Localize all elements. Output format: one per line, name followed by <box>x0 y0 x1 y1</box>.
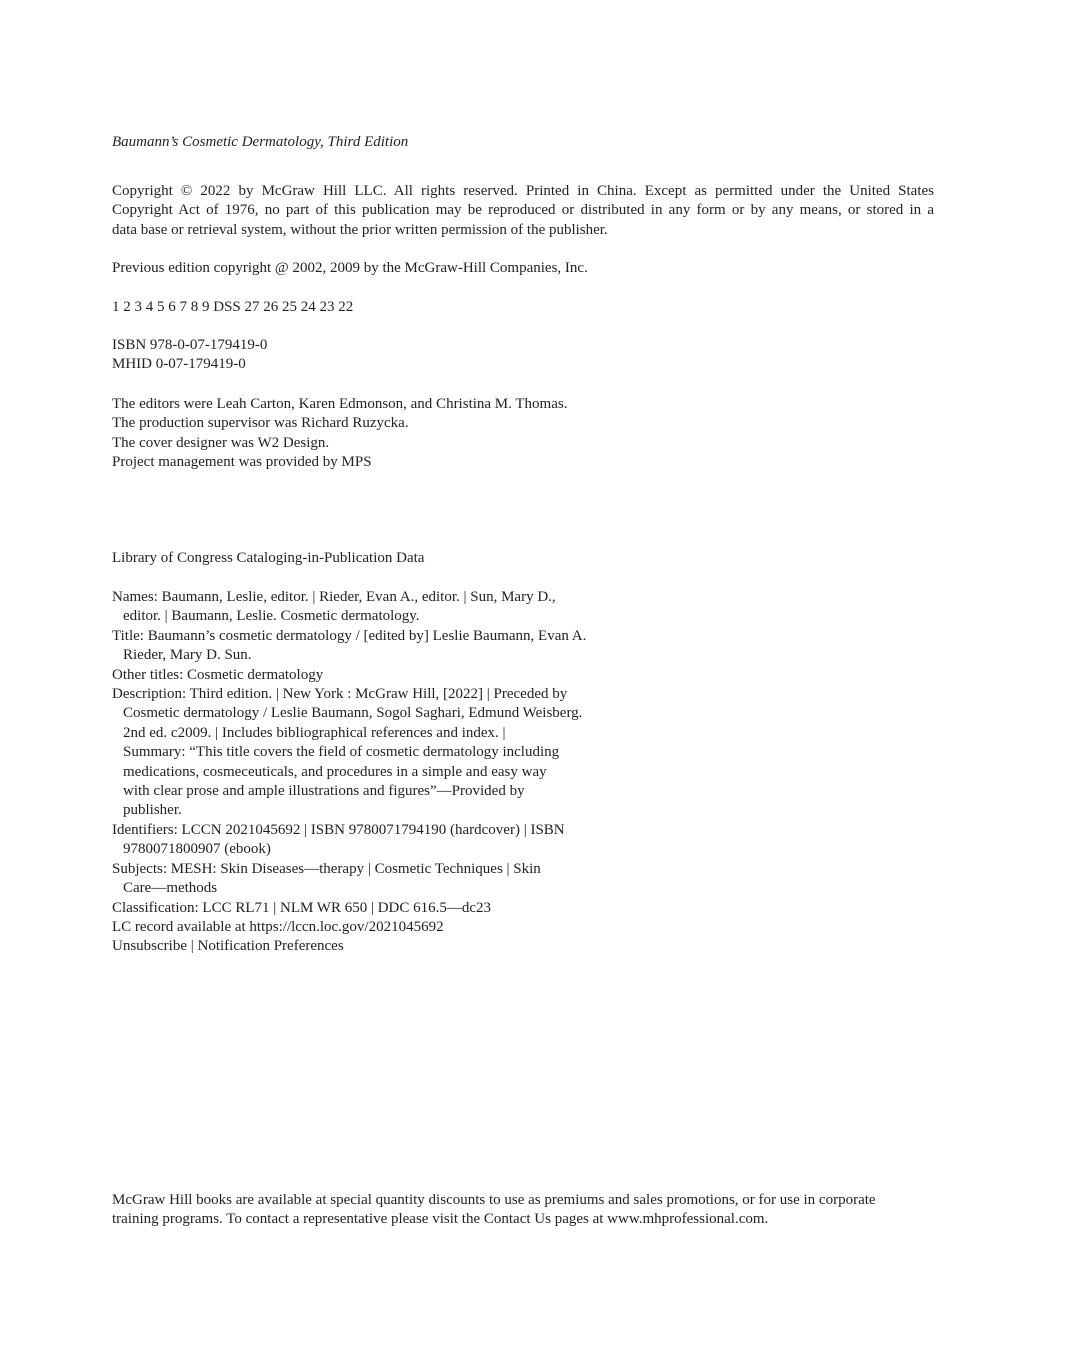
isbn: ISBN 978-0-07-179419-0 <box>112 337 268 353</box>
credit-line: Project management was provided by MPS <box>112 454 372 471</box>
printing-line: 1 2 3 4 5 6 7 8 9 DSS 27 26 25 24 23 22 <box>112 299 354 315</box>
cip-line: Unsubscribe | Notification Preferences <box>112 938 344 955</box>
previous-edition: Previous edition copyright @ 2002, 2009 by the McGraw-Hill Companies, Inc. <box>112 260 588 276</box>
credits-block <box>112 395 934 473</box>
cip-line: Cosmetic dermatology / Leslie Baumann, Sogol Saghari, Edmund Weisberg. <box>123 705 583 722</box>
cip-line: editor. | Baumann, Leslie. Cosmetic dermatology. <box>123 608 420 625</box>
copyright-line: Copyright Act of 1976, no part of this publication may be reproduced or distributed in any form or by any means, or stored in a <box>112 202 934 219</box>
mhid: MHID 0-07-179419-0 <box>112 356 246 373</box>
credit-line: The editors were Leah Carton, Karen Edmonson, and Christina M. Thomas. <box>112 396 568 412</box>
cip-line: Identifiers: LCCN 2021045692 | ISBN 9780071794190 (hardcover) | ISBN <box>112 821 565 838</box>
cip-line: Names: Baumann, Leslie, editor. | Rieder, Evan A., editor. | Sun, Mary D., <box>112 589 556 605</box>
credit-line: The cover designer was W2 Design. <box>112 434 330 451</box>
credit-line: The production supervisor was Richard Ruzycka. <box>112 415 409 432</box>
cip-line: 2nd ed. c2009. | Includes bibliographical references and index. | <box>123 724 506 741</box>
cip-line: Rieder, Mary D. Sun. <box>123 647 252 664</box>
footer-notice <box>112 1191 934 1230</box>
cip-line: publisher. <box>123 802 182 819</box>
copyright-line: data base or retrieval system, without the prior written permission of the publisher. <box>112 221 608 238</box>
cip-line: Care—methods <box>123 880 218 897</box>
copyright-line: Copyright © 2022 by McGraw Hill LLC. All rights reserved. Printed in China. Except as permitted under the United States <box>112 183 934 199</box>
cip-line: 9780071800907 (ebook) <box>123 841 271 858</box>
copyright-notice <box>112 182 934 240</box>
cip-line: Title: Baumann’s cosmetic dermatology / [edited by] Leslie Baumann, Evan A. <box>112 627 587 644</box>
cip-line: Description: Third edition. | New York : McGraw Hill, [2022] | Preceded by <box>112 686 568 703</box>
cip-line: with clear prose and ample illustrations and figures”—Provided by <box>123 783 525 800</box>
footer-line: McGraw Hill books are available at special quantity discounts to use as premiums and sales promotions, or for use in corporate <box>112 1192 876 1208</box>
footer-line: training programs. To contact a representative please visit the Contact Us pages at www.mhprofessional.com. <box>112 1211 769 1228</box>
cip-line: Subjects: MESH: Skin Diseases—therapy | Cosmetic Techniques | Skin <box>112 860 541 877</box>
identifiers-block <box>112 336 934 375</box>
cip-data <box>112 588 934 957</box>
cip-line: LC record available at https://lccn.loc.gov/2021045692 <box>112 918 444 935</box>
book-title: Baumann’s Cosmetic Dermatology, Third Edition <box>112 134 409 150</box>
cip-heading: Library of Congress Cataloging-in-Publication Data <box>112 550 425 566</box>
cip-line: Other titles: Cosmetic dermatology <box>112 666 324 683</box>
cip-line: Summary: “This title covers the field of cosmetic dermatology including <box>123 744 560 761</box>
cip-line: medications, cosmeceuticals, and procedures in a simple and easy way <box>123 763 547 780</box>
cip-line: Classification: LCC RL71 | NLM WR 650 | DDC 616.5—dc23 <box>112 899 492 916</box>
